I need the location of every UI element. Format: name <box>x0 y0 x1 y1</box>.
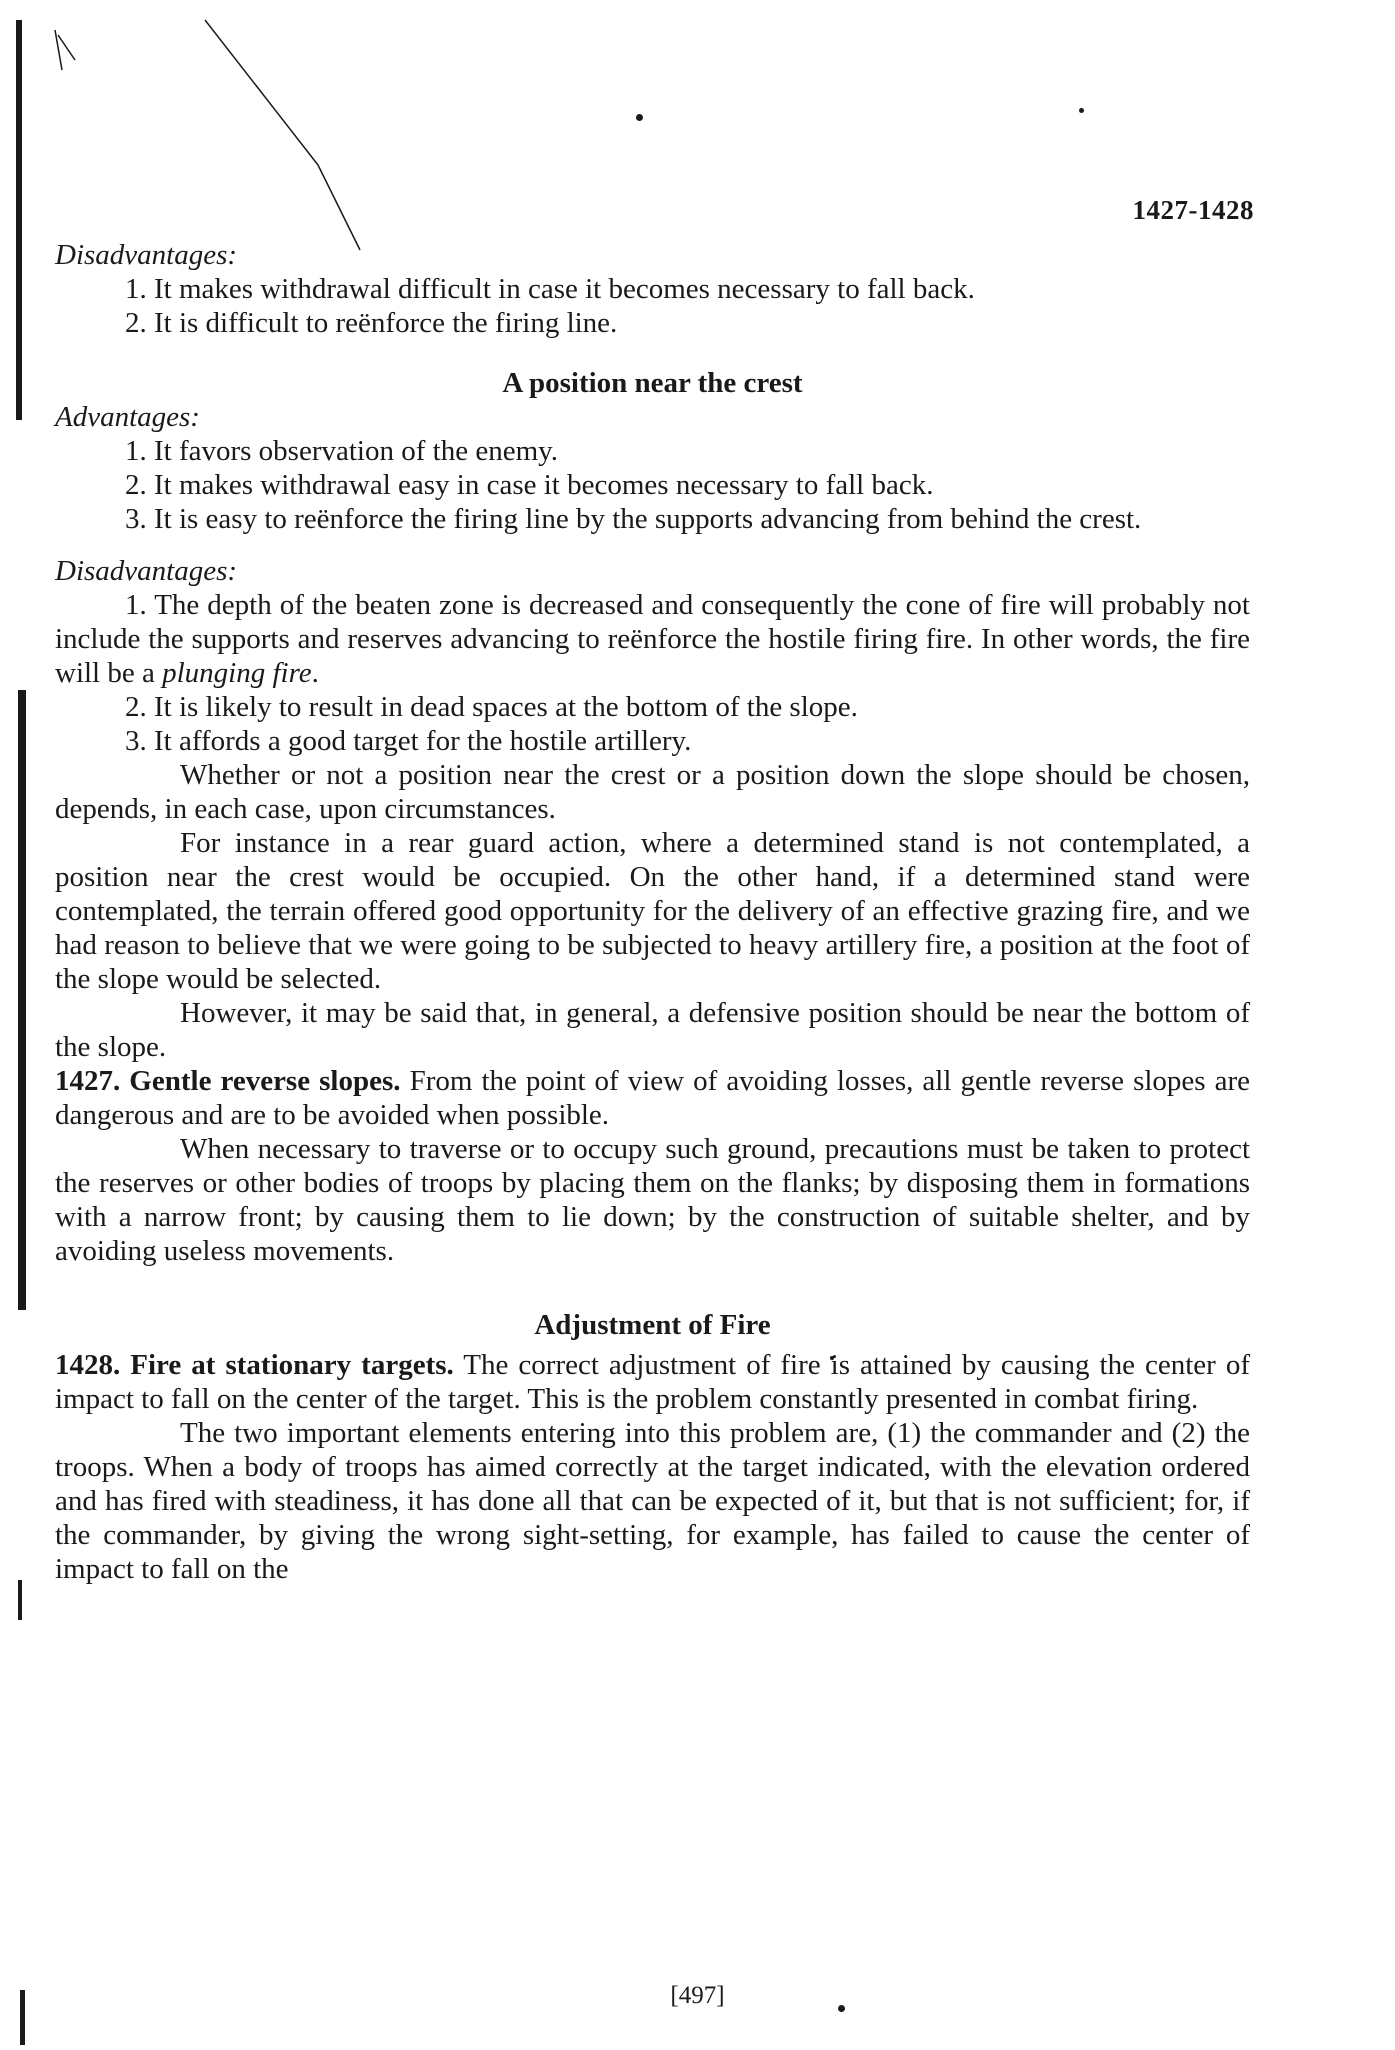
list-item: 3. It is easy to reënforce the firing line by the supports advancing from behind the crest. <box>125 503 1142 535</box>
disadvantages-label: Disadvantages: <box>55 239 238 271</box>
scan-diagonal-line <box>205 20 318 165</box>
body-text <box>55 238 1250 1586</box>
paragraph: However, it may be said that, in general, a defensive position should be near the bottom of the slope. <box>55 997 1250 1063</box>
disadvantages-label: Disadvantages: <box>55 555 238 587</box>
scan-speck <box>636 114 643 121</box>
list-item: 3. It affords a good target for the hostile artillery. <box>125 725 692 757</box>
advantages-label: Advantages: <box>55 401 200 433</box>
scan-speck <box>1079 108 1084 113</box>
list-item: 2. It makes withdrawal easy in case it becomes necessary to fall back. <box>125 469 934 501</box>
paragraph: Whether or not a position near the crest or a position down the slope should be chosen, depends, in each case, upon circumstances. <box>55 759 1250 825</box>
section-1427 <box>55 1064 1250 1132</box>
list-item-end: . <box>311 657 319 689</box>
section-text: From the point of view of avoiding losses, all gentle reverse slopes are dangerous and are to be avoided when possible. <box>55 1065 1251 1131</box>
running-head: 1427-1428 <box>1132 195 1254 225</box>
list-item <box>55 588 1250 690</box>
section-text: The correct adjustment of fire is attained by causing the center of impact to fall on the center of the target. This is the problem constantly presented in combat firing. <box>55 1349 1250 1415</box>
list-item: 2. It is difficult to reënforce the firing line. <box>125 307 618 339</box>
list-item: 2. It is likely to result in dead spaces at the bottom of the slope. <box>125 691 858 723</box>
scan-margin-bar-bottom <box>18 1580 22 1620</box>
emphasis-term: plunging fire <box>162 657 312 689</box>
scan-margin-bar-middle <box>18 690 26 1310</box>
section-1428 <box>55 1348 1250 1416</box>
section-heading-adjustment: Adjustment of Fire <box>534 1309 771 1341</box>
paragraph: The two important elements entering into this problem are, (1) the commander and (2) the troops. When a body of troops has aimed correctly at the target indicated, with the elevation ordered and has fired with steadiness, it has done all that can be expected of it, but that is not sufficient; for, if the commander, by giving the wrong sight-setting, for example, has failed to cause the center of impact to fall on the <box>55 1417 1250 1585</box>
list-item: 1. It favors observation of the enemy. <box>125 435 558 467</box>
section-number: 1428. <box>55 1349 121 1381</box>
section-title: Gentle reverse slopes. <box>129 1065 401 1097</box>
paragraph: For instance in a rear guard action, where a determined stand is not contemplated, a position near the crest would be occupied. On the other hand, if a determined stand were contemplated, the terrain offered good opportunity for the delivery of an effective grazing fire, and we had reason to believe that we were going to be subjected to heavy artillery fire, a position at the foot of the slope would be selected. <box>55 827 1250 995</box>
section-number: 1427. <box>55 1065 121 1097</box>
list-item: 1. It makes withdrawal difficult in case it becomes necessary to fall back. <box>125 273 975 305</box>
scan-corner-mark <box>55 30 75 70</box>
page-folio: [497] <box>670 1982 725 2009</box>
section-title: Fire at stationary targets. <box>130 1349 454 1381</box>
section-heading-crest: A position near the crest <box>502 367 803 399</box>
paragraph: When necessary to traverse or to occupy such ground, precautions must be taken to protect the reserves or other bodies of troops by placing them on the flanks; by disposing them in formations with a narrow front; by causing them to lie down; by the construction of suitable shelter, and by avoiding useless movements. <box>55 1133 1250 1267</box>
list-item-text: 1. The depth of the beaten zone is decreased and consequently the cone of fire will probably not include the supports and reserves advancing to reënforce the hostile firing fire. In other words, the fire will be a <box>55 589 1250 689</box>
